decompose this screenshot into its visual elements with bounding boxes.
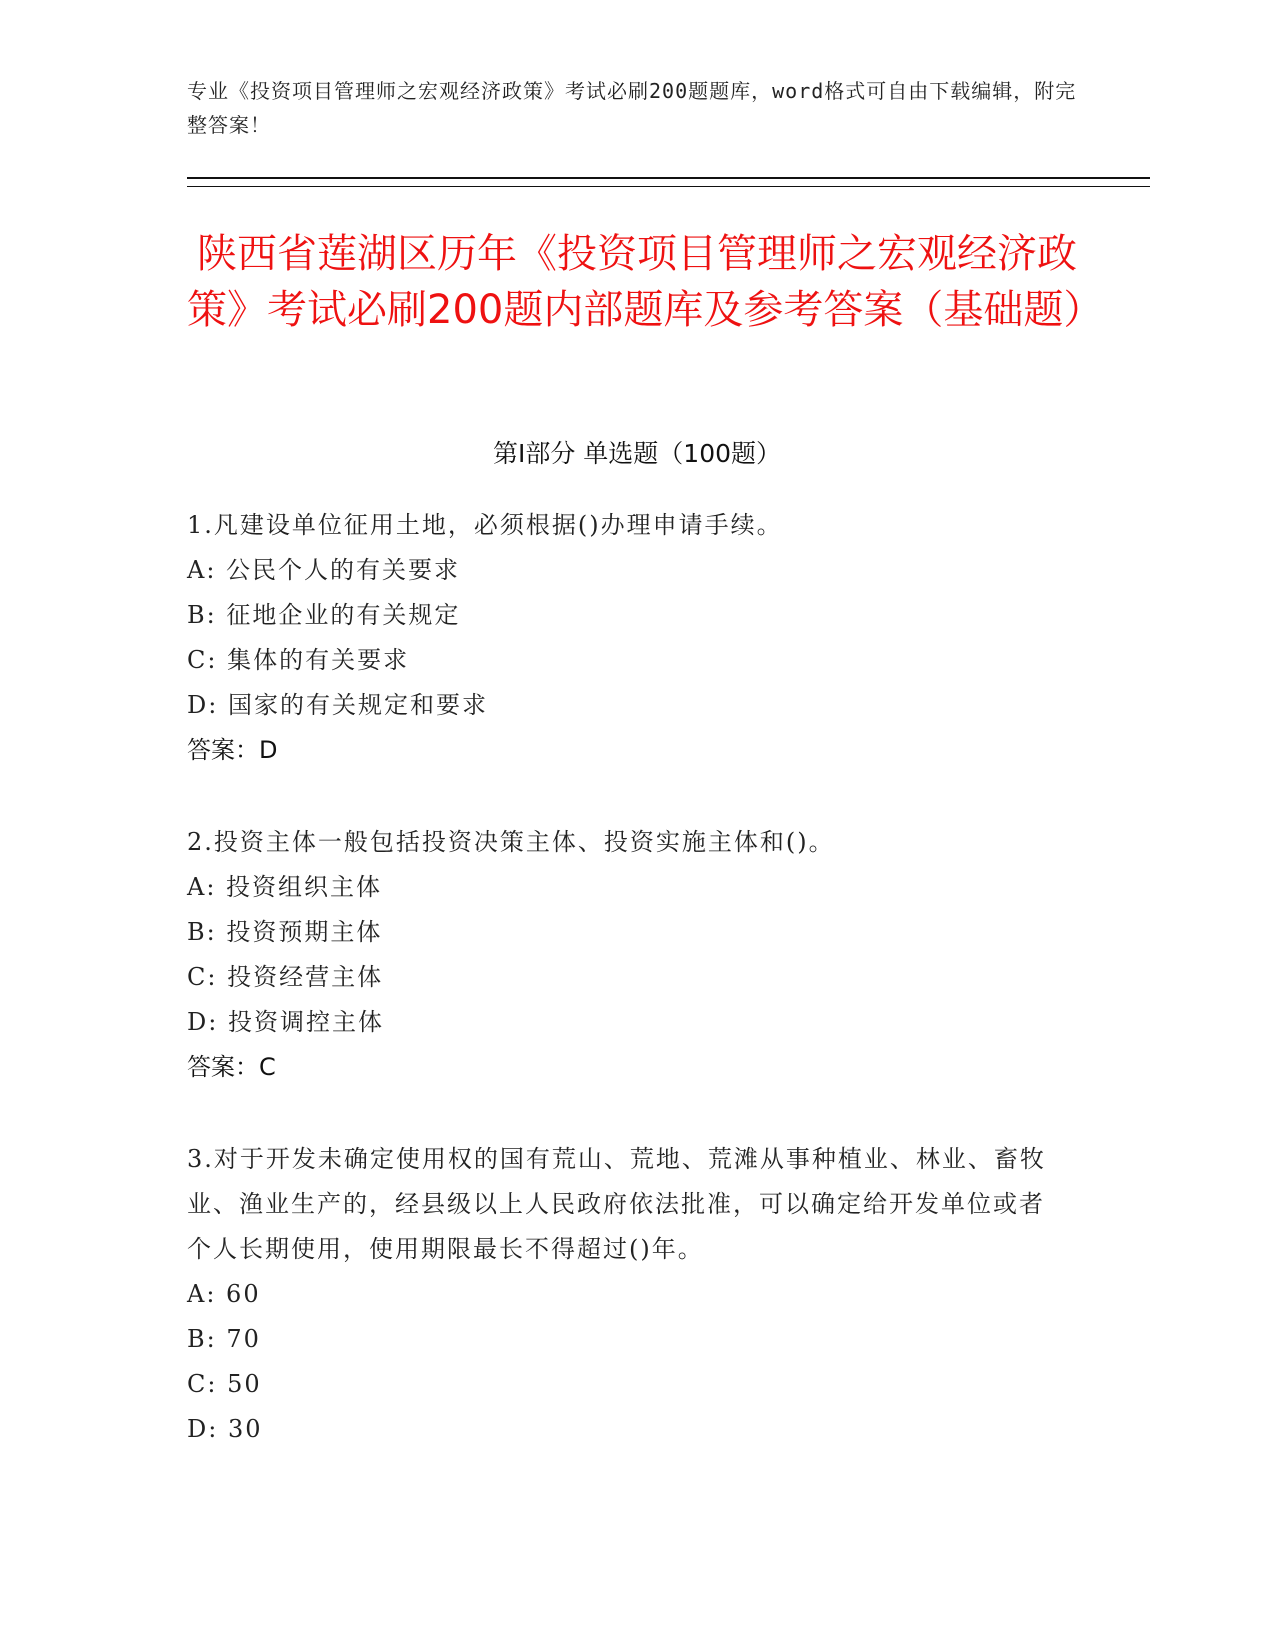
header-note: 专业《投资项目管理师之宏观经济政策》考试必刷200题题库，word格式可自由下载编辑，附完整答案！ xyxy=(187,79,1077,137)
option-d: D: 投资调控主体 xyxy=(187,1008,384,1036)
option-a: A: 60 xyxy=(187,1280,261,1308)
answer: 答案：C xyxy=(187,1053,276,1081)
option-c: C: 投资经营主体 xyxy=(187,963,384,991)
option-c: C: 50 xyxy=(187,1370,262,1398)
section-heading: 第Ⅰ部分 单选题（100题） xyxy=(492,439,782,468)
answer: 答案：D xyxy=(187,736,278,764)
option-d: D: 国家的有关规定和要求 xyxy=(187,691,488,719)
document-title: 陕西省莲湖区历年《投资项目管理师之宏观经济政策》考试必刷200题内部题库及参考答案（基础题） xyxy=(187,231,1104,333)
question-1 xyxy=(187,503,1067,773)
option-b: B: 70 xyxy=(187,1325,261,1353)
option-d: D: 30 xyxy=(187,1415,263,1443)
option-b: B: 征地企业的有关规定 xyxy=(187,601,461,629)
question-3 xyxy=(187,1137,1067,1452)
question-2 xyxy=(187,820,1067,1090)
question-stem: 3.对于开发未确定使用权的国有荒山、荒地、荒滩从事种植业、林业、畜牧业、渔业生产的，经县级以上人民政府依法批准，可以确定给开发单位或者个人长期使用，使用期限最长不得超过()年。 xyxy=(187,1145,1046,1263)
header-divider-thin xyxy=(187,186,1150,187)
option-c: C: 集体的有关要求 xyxy=(187,646,410,674)
option-a: A: 投资组织主体 xyxy=(187,873,383,901)
question-stem: 2.投资主体一般包括投资决策主体、投资实施主体和()。 xyxy=(187,828,835,856)
header-divider-thick xyxy=(187,177,1150,179)
option-a: A: 公民个人的有关要求 xyxy=(187,556,461,584)
question-stem: 1.凡建设单位征用土地，必须根据()办理申请手续。 xyxy=(187,511,783,539)
option-b: B: 投资预期主体 xyxy=(187,918,383,946)
